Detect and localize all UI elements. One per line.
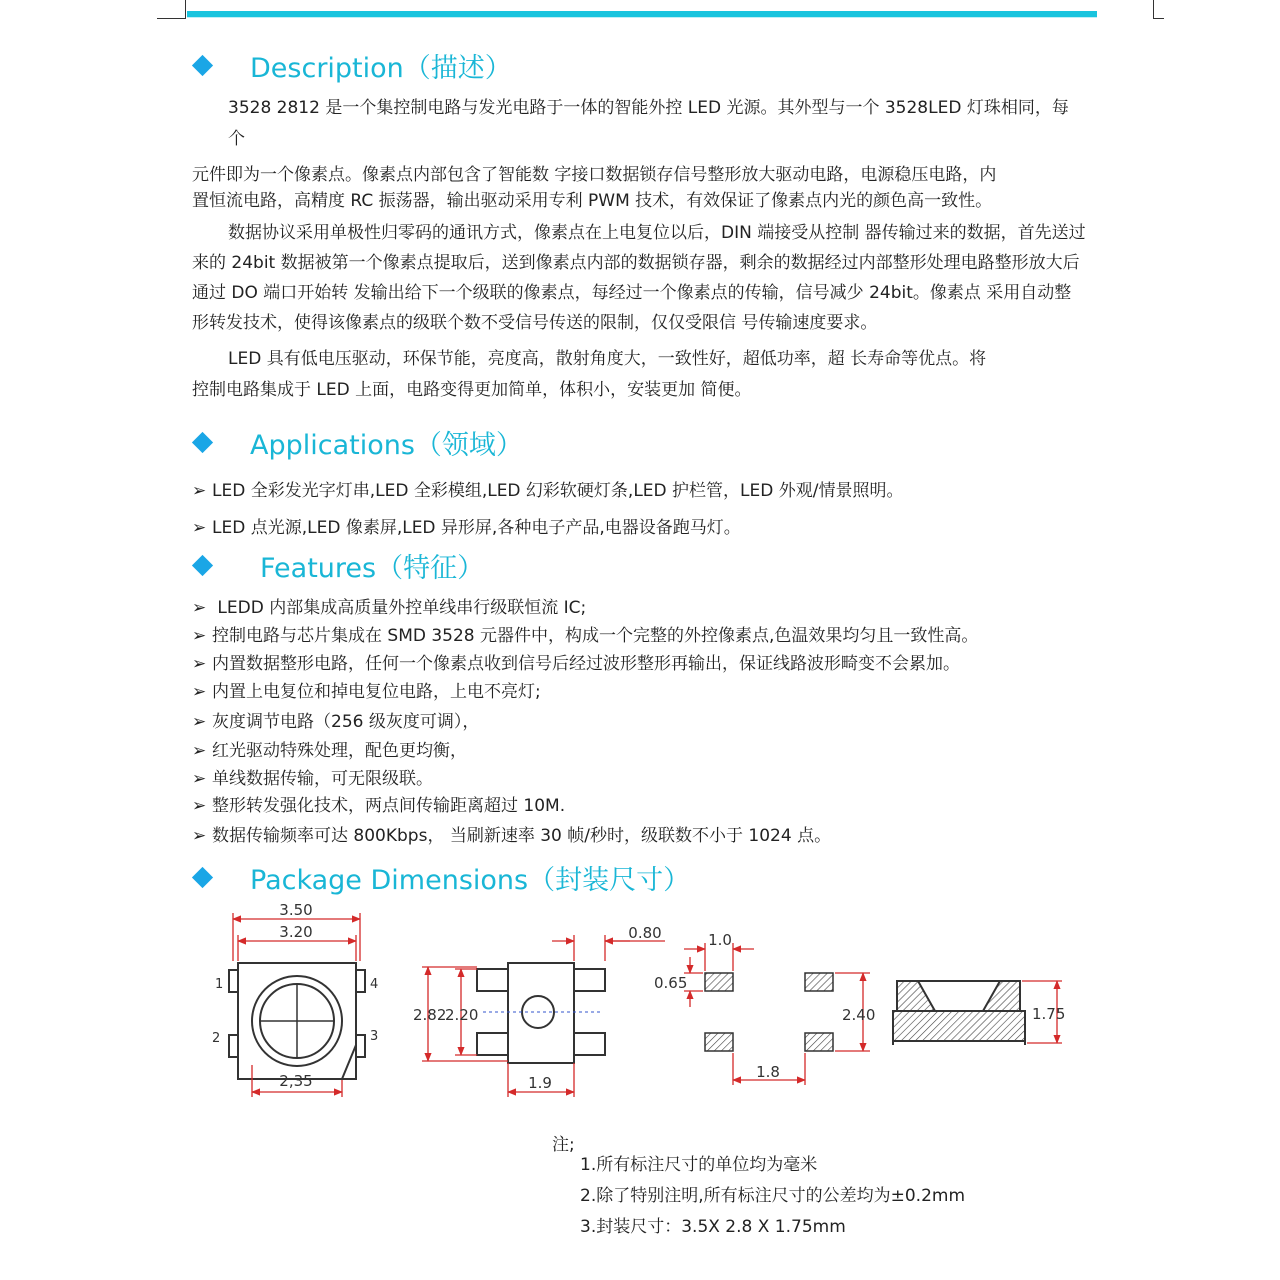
note-item: 2.除了特别注明,所有标注尺寸的公差均为±0.2mm bbox=[580, 1186, 966, 1206]
feature-item-text: 整形转发强化技术，两点间传输距离超过 10M. bbox=[212, 796, 566, 816]
pin-3 bbox=[356, 1035, 365, 1057]
feature-item-text: 内置数据整形电路，任何一个像素点收到信号后经过波形整形再输出，保证线路波形畸变不会累加。 bbox=[212, 654, 960, 674]
feature-item bbox=[192, 821, 831, 846]
description-line: 形转发技术，使得该像素点的级联个数不受信号传送的限制，仅仅受限信 号传输速度要求。 bbox=[192, 313, 878, 333]
application-item-text: LED 全彩发光字灯串,LED 全彩模组,LED 幻彩软硬灯条,LED 护栏管，LED 外观/情景照明。 bbox=[212, 481, 904, 501]
polarity-chamfer bbox=[342, 1045, 356, 1079]
corner-mark-right bbox=[1153, 0, 1164, 19]
pin-label-1: 1 bbox=[215, 977, 224, 992]
feature-item-text: 单线数据传输，可无限级联。 bbox=[212, 769, 433, 789]
pad bbox=[477, 1033, 508, 1055]
application-item-text: LED 点光源,LED 像素屏,LED 异形屏,各种电子产品,电器设备跑马灯。 bbox=[212, 518, 741, 538]
feature-item bbox=[192, 736, 467, 761]
pad bbox=[477, 969, 508, 991]
dim-1.8: 1.8 bbox=[756, 1063, 780, 1081]
bottom-view-body bbox=[508, 963, 574, 1063]
package-heading-text: Package Dimensions（封装尺寸） bbox=[250, 865, 691, 896]
side-view bbox=[893, 981, 1025, 1045]
pin-label-3: 3 bbox=[370, 1029, 379, 1044]
dim-3.50: 3.50 bbox=[279, 901, 313, 919]
dim-0.65: 0.65 bbox=[654, 974, 688, 992]
dim-2.20: 2.20 bbox=[445, 1006, 479, 1024]
corner-mark-left bbox=[157, 0, 186, 19]
description-line: 控制电路集成于 LED 上面，电路变得更加简单，体积小，安装更加 简便。 bbox=[192, 380, 752, 400]
note-item: 1.所有标注尺寸的单位均为毫米 bbox=[580, 1155, 818, 1175]
footprint-pad bbox=[705, 1033, 733, 1051]
package-dimensions-drawing bbox=[0, 895, 1280, 1125]
feature-item bbox=[192, 593, 586, 618]
feature-item-text: 内置上电复位和掉电复位电路，上电不亮灯; bbox=[212, 682, 541, 702]
description-line: LED 具有低电压驱动，环保节能，亮度高，散射角度大，一致性好，超低功率，超 长寿命等优点。将 bbox=[228, 349, 987, 369]
description-line: 元件即为一个像素点。像素点内部包含了智能数 字接口数据锁存信号整形放大驱动电路，电源稳压电路，内 bbox=[192, 165, 997, 185]
application-item bbox=[192, 513, 741, 538]
diamond-bullet-icon bbox=[192, 555, 213, 576]
feature-item-text: 灰度调节电路（256 级灰度可调）， bbox=[212, 712, 480, 732]
pad-layout bbox=[705, 973, 833, 1051]
pin-1 bbox=[229, 970, 238, 992]
diamond-bullet-icon bbox=[192, 432, 213, 453]
feature-item-text: LEDD 内部集成高质量外控单线串行级联恒流 IC; bbox=[212, 598, 587, 618]
footprint-pad bbox=[805, 1033, 833, 1051]
description-line: 数据协议采用单极性归零码的通讯方式，像素点在上电复位以后，DIN 端接受从控制 器传输过来的数据，首先送过 bbox=[228, 223, 1086, 243]
dim-2.82: 2.82 bbox=[413, 1006, 447, 1024]
top-view bbox=[229, 963, 365, 1079]
arrow-bullet-icon: ➢ bbox=[192, 769, 207, 789]
pad bbox=[574, 1033, 605, 1055]
footprint-pad bbox=[705, 973, 733, 991]
dim-2.40: 2.40 bbox=[842, 1006, 876, 1024]
feature-item bbox=[192, 677, 541, 702]
applications-heading bbox=[195, 423, 523, 462]
dim-1.9: 1.9 bbox=[528, 1074, 552, 1092]
application-item bbox=[192, 476, 903, 501]
feature-item bbox=[192, 764, 433, 789]
package-heading bbox=[195, 858, 690, 897]
dim-3.20: 3.20 bbox=[279, 923, 313, 941]
notes-title: 注; bbox=[552, 1135, 575, 1155]
pin-label-4: 4 bbox=[370, 977, 379, 992]
description-heading-text: Description（描述） bbox=[250, 53, 512, 84]
diamond-bullet-icon bbox=[192, 867, 213, 888]
pin-4 bbox=[356, 970, 365, 992]
bottom-view bbox=[477, 963, 605, 1063]
arrow-bullet-icon: ➢ bbox=[192, 741, 207, 761]
dim-1.0: 1.0 bbox=[708, 931, 732, 949]
description-heading bbox=[195, 46, 512, 85]
features-heading-text: Features（特征） bbox=[260, 553, 485, 584]
dim-2.35: 2,35 bbox=[279, 1072, 313, 1090]
features-heading bbox=[195, 546, 484, 585]
arrow-bullet-icon: ➢ bbox=[192, 712, 207, 732]
dim-1.75: 1.75 bbox=[1032, 1005, 1066, 1023]
description-line: 3528 2812 是一个集控制电路与发光电路于一体的智能外控 LED 光源。其外型与一个 3528LED 灯珠相同，每 bbox=[228, 98, 1069, 118]
arrow-bullet-icon: ➢ bbox=[192, 654, 207, 674]
feature-item bbox=[192, 791, 565, 816]
pad bbox=[574, 969, 605, 991]
diamond-bullet-icon bbox=[192, 55, 213, 76]
arrow-bullet-icon: ➢ bbox=[192, 682, 207, 702]
applications-heading-text: Applications（领域） bbox=[250, 430, 523, 461]
description-line: 来的 24bit 数据被第一个像素点提取后，送到像素点内部的数据锁存器，剩余的数据经过内部整形处理电路整形放大后 bbox=[192, 253, 1080, 273]
footprint-pad bbox=[805, 973, 833, 991]
arrow-bullet-icon: ➢ bbox=[192, 626, 207, 646]
pin-label-2: 2 bbox=[212, 1031, 221, 1046]
feature-item bbox=[192, 707, 479, 732]
dim-0.80: 0.80 bbox=[628, 924, 662, 942]
note-item: 3.封装尺寸：3.5X 2.8 X 1.75mm bbox=[580, 1217, 846, 1237]
feature-item-text: 控制电路与芯片集成在 SMD 3528 元器件中，构成一个完整的外控像素点,色温效果均匀且一致性高。 bbox=[212, 626, 979, 646]
arrow-bullet-icon: ➢ bbox=[192, 518, 207, 538]
header-accent-line bbox=[187, 17, 1097, 18]
description-line: 置恒流电路，高精度 RC 振荡器，输出驱动采用专利 PWM 技术，有效保证了像素点内光的颜色高一致性。 bbox=[192, 191, 993, 211]
arrow-bullet-icon: ➢ bbox=[192, 796, 207, 816]
feature-item bbox=[192, 649, 960, 674]
description-line: 个 bbox=[228, 129, 245, 149]
feature-item bbox=[192, 621, 978, 646]
pin-2 bbox=[229, 1035, 238, 1057]
feature-item-text: 红光驱动特殊处理，配色更均衡， bbox=[212, 741, 467, 761]
feature-item-text: 数据传输频率可达 800Kbps， 当刷新速率 30 帧/秒时，级联数不小于 1024 点。 bbox=[212, 826, 832, 846]
arrow-bullet-icon: ➢ bbox=[192, 481, 207, 501]
description-line: 通过 DO 端口开始转 发输出给下一个级联的像素点，每经过一个像素点的传输，信号减少 24bit。像素点 采用自动整 bbox=[192, 283, 1072, 303]
arrow-bullet-icon: ➢ bbox=[192, 598, 207, 618]
arrow-bullet-icon: ➢ bbox=[192, 826, 207, 846]
